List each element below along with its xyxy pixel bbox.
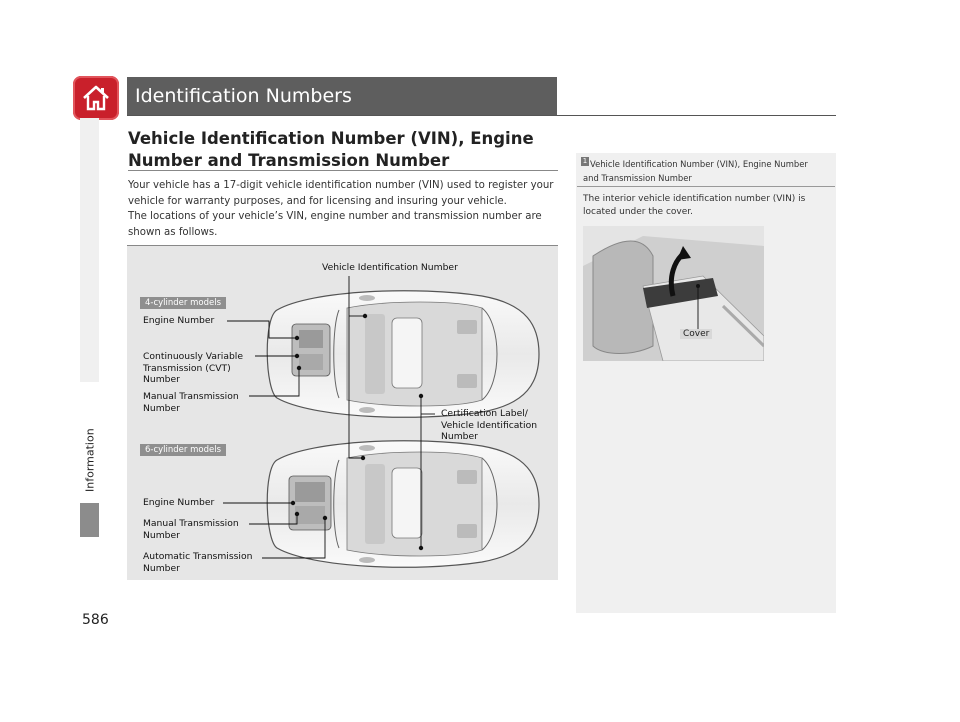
note-number: 1 <box>582 157 588 165</box>
section-rule <box>128 170 558 171</box>
body-paragraph: The locations of your vehicle’s VIN, engine number and transmission number are shown as follows. <box>128 211 542 238</box>
sidebar-tab-marker <box>80 503 99 537</box>
badge-6-cylinder: 6-cylinder models <box>140 444 226 456</box>
title-rule <box>127 115 836 116</box>
cover-label: Cover <box>680 329 712 339</box>
home-icon <box>80 82 112 114</box>
home-button[interactable] <box>73 76 119 120</box>
callout-vin: Vehicle Identification Number <box>322 262 458 273</box>
chapter-title-bar <box>127 77 557 115</box>
car-top-view-4cyl <box>267 291 539 418</box>
page-number: 586 <box>82 612 109 628</box>
note-text: The interior vehicle identification number (VIN) is located under the cover. <box>583 194 806 217</box>
section-body <box>128 178 560 240</box>
callout-cvt-4cyl: Continuously Variable Transmission (CVT) Number <box>143 351 243 385</box>
callout-engine-6cyl: Engine Number <box>143 497 215 508</box>
callout-manual-4cyl: Manual Transmission Number <box>143 391 239 414</box>
callout-automatic-6cyl: Automatic Transmission Number <box>143 551 253 574</box>
note-rule <box>577 186 835 187</box>
sidebar-strip <box>80 118 99 382</box>
note-panel <box>576 153 836 613</box>
callout-certification-label: Certification Label/ Vehicle Identification Number <box>441 408 538 442</box>
note-heading[interactable]: Vehicle Identification Number (VIN), Engine Number and Transmission Number <box>583 159 808 183</box>
cover-photo <box>583 226 764 361</box>
car-top-view-6cyl <box>267 441 539 568</box>
body-paragraph: Your vehicle has a 17-digit vehicle identification number (VIN) used to register your vehicle for warranty purposes, and for licensing and insuring your vehicle. <box>128 180 554 207</box>
chapter-title: Identification Numbers <box>135 85 352 107</box>
callout-manual-6cyl: Manual Transmission Number <box>143 518 239 541</box>
callout-engine-4cyl: Engine Number <box>143 315 215 326</box>
badge-4-cylinder: 4-cylinder models <box>140 297 226 309</box>
section-title: Vehicle Identification Number (VIN), Engine Number and Transmission Number <box>128 129 534 170</box>
sidebar-section-label[interactable]: Information <box>83 428 97 492</box>
